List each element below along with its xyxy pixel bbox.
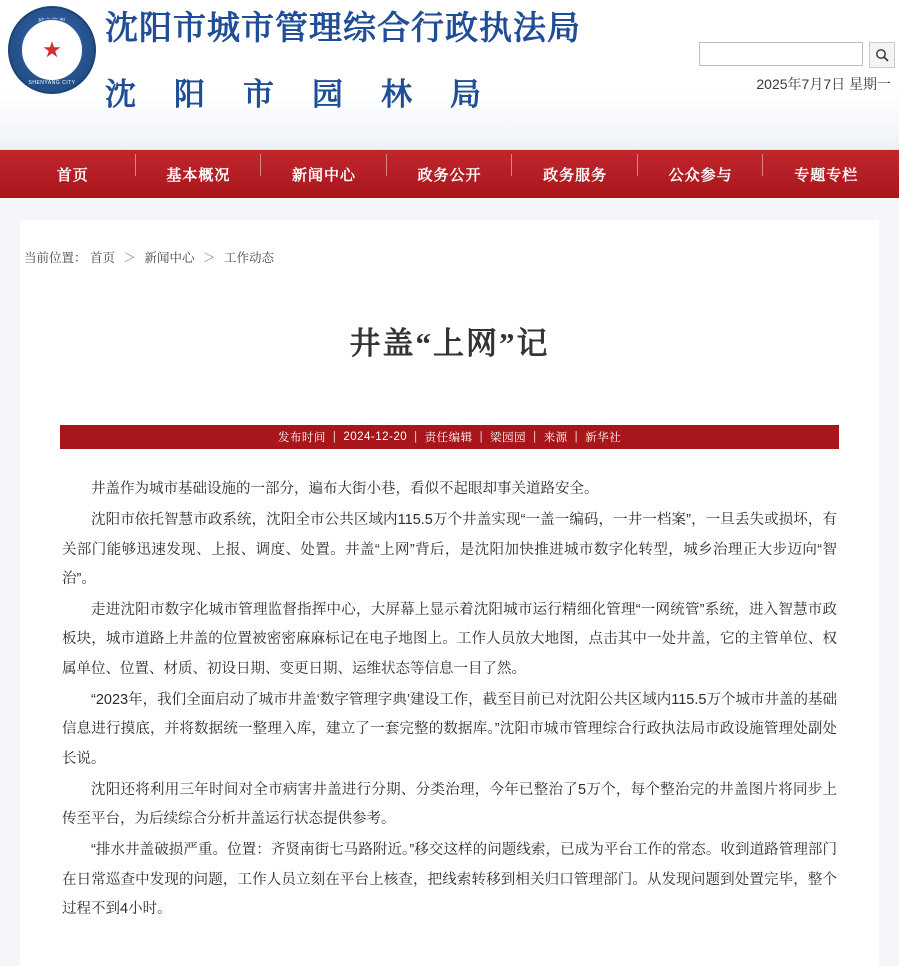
nav-item-news[interactable]: 新闻中心 (261, 164, 387, 185)
editor-label: 责任编辑 (424, 432, 473, 444)
article-paragraph: 走进沈阳市数字化城市管理监督指挥中心，大屏幕上显示着沈阳城市运行精细化管理“一网统管”系统，进入智慧市政板块，城市道路上井盖的位置被密密麻麻标记在电子地图上。工作人员放大地图，点击其中一处井盖，它的主管单位、权属单位、位置、材质、初设日期、变更日期、运维状态等信息一目了然。 (62, 602, 837, 677)
nav-item-public-participation[interactable]: 公众参与 (638, 164, 764, 185)
nav-item-overview[interactable]: 基本概况 (136, 164, 262, 185)
article-paragraph: “2023年，我们全面启动了城市井盖‘数字管理字典’建设工作，截至目前已对沈阳公共区域内115.5万个城市井盖的基础信息进行摸底，并将数据统一整理入库，建立了一套完整的数据库。”沈阳市城市管理综合行政执法局市政设施管理处副处长说。 (62, 691, 837, 767)
article-body (62, 475, 837, 924)
main-navigation (0, 150, 899, 198)
page-title: 井盖“上网”记 (349, 326, 550, 361)
nav-item-special-topics[interactable]: 专题专栏 (794, 167, 859, 184)
search-area (699, 42, 895, 68)
search-icon (875, 48, 889, 62)
breadcrumb-item-work-updates[interactable]: 工作动态 (224, 251, 275, 265)
article-card (20, 220, 879, 966)
article-meta-bar (60, 425, 839, 449)
breadcrumb-item-news[interactable]: 新闻中心 (144, 251, 195, 265)
meta-separator-4: | (533, 431, 537, 443)
breadcrumb (22, 238, 879, 266)
current-date: 2025年7月7日 星期一 (756, 76, 891, 92)
breadcrumb-item-home[interactable]: 首页 (90, 251, 116, 265)
meta-separator-2: | (414, 431, 418, 443)
source-label: 来源 (543, 432, 568, 444)
meta-separator-3: | (479, 431, 484, 443)
search-button[interactable] (869, 42, 895, 68)
editor-value: 梁园园 (490, 432, 527, 444)
org-title: 沈阳市城市管理综合行政执法局 (105, 11, 581, 47)
government-emblem-icon (8, 6, 96, 94)
breadcrumb-prefix: 当前位置： (24, 251, 87, 265)
source-value: 新华社 (585, 432, 622, 444)
star-icon: ★ (42, 37, 62, 62)
meta-separator-5: | (574, 431, 579, 443)
search-input[interactable] (699, 42, 863, 66)
nav-item-home[interactable]: 首页 (10, 164, 136, 185)
publish-time-label: 发布时间 (277, 432, 326, 444)
site-header (0, 0, 899, 150)
site-title-block (105, 0, 581, 114)
article-paragraph: 沈阳还将利用三年时间对全市病害井盖进行分期、分类治理，今年已整治了5万个，每个整治完的井盖图片将同步上传至平台，为后续综合分析井盖运行状态提供参考。 (62, 781, 837, 828)
publish-date-value: 2024-12-20 (343, 431, 408, 443)
article-paragraph: 沈阳市依托智慧市政系统，沈阳全市公共区域内115.5万个井盖实现“一盖一编码，一井一档案”，一旦丢失或损坏，有关部门能够迅速发现、上报、调度、处置。井盖“上网”背后，是沈阳加快推进城市数字化转型，城乡治理正大步迈向“智治”。 (62, 512, 837, 587)
emblem-inner (21, 19, 83, 81)
meta-separator-1: | (332, 431, 337, 443)
breadcrumb-separator-1: ＞ (123, 251, 137, 265)
content-wrapper (0, 198, 899, 966)
breadcrumb-separator-2: ＞ (203, 251, 216, 265)
article-paragraph: “排水井盖破损严重。位置：齐贤南街七马路附近。”移交这样的问题线索，已成为平台工作的常态。收到道路管理部门在日常巡查中发现的问题，工作人员立刻在平台上核查，把线索转移到相关归口管理部门。从发现问题到处置完毕，整个过程不到4小时。 (62, 842, 837, 917)
org-subtitle: 沈阳市园林局 (105, 77, 519, 112)
nav-item-government-affairs-disclosure[interactable]: 政务公开 (387, 164, 513, 185)
emblem-bottom-text: SHENYANG CITY (28, 80, 76, 86)
nav-item-government-services[interactable]: 政务服务 (512, 164, 638, 185)
article-paragraph: 井盖作为城市基础设施的一部分，遍布大街小巷，看似不起眼却事关道路安全。 (91, 481, 599, 497)
